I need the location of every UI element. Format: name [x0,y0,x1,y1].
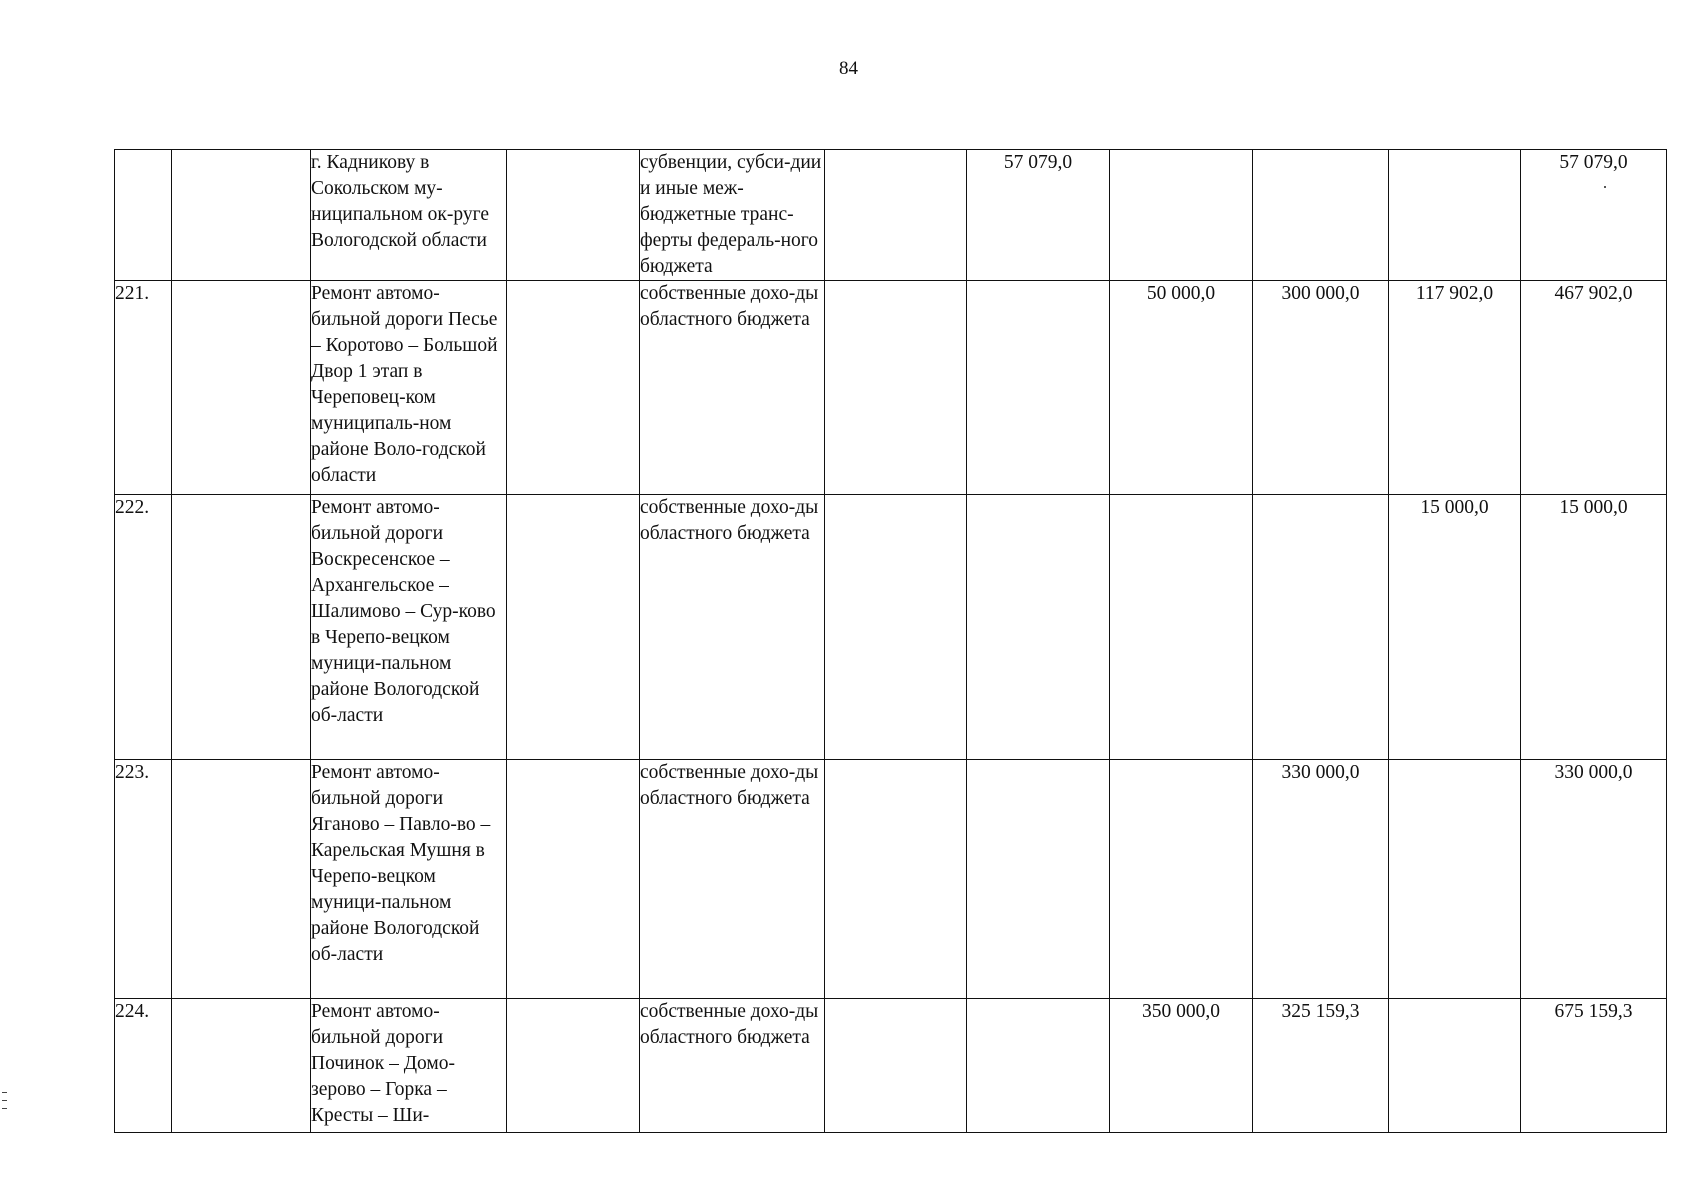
table-row [115,760,1667,999]
empty-cell [507,495,640,760]
object-name: Ремонт автомо-бильной дороги Песье – Коротово – Большой Двор 1 этап в Череповец-ком муниципаль-ном районе Воло-годской области [311,281,507,495]
value-year-2: 350 000,0 [1110,999,1253,1133]
value-year-3: 300 000,0 [1253,281,1389,495]
value-year-3 [1253,150,1389,281]
object-name: Ремонт автомо-бильной дороги Воскресенское – Архангельское – Шалимово – Сур-ково в Черепо-вецком муници-пальном районе Вологодской об-ласти [311,495,507,760]
value-year-1 [967,760,1110,999]
margin-mark [2,1100,7,1101]
object-name: Ремонт автомо-бильной дороги Починок – Домо-зерово – Горка – Кресты – Ши- [311,999,507,1133]
table-row [115,150,1667,281]
scan-speck [1604,186,1606,188]
empty-cell [507,760,640,999]
value-year-4 [1389,760,1521,999]
value-total: 330 000,0 [1521,760,1667,999]
value-total: 675 159,3 [1521,999,1667,1133]
budget-table [114,149,1667,1133]
empty-cell [507,999,640,1133]
value-year-1 [967,281,1110,495]
empty-cell [172,760,311,999]
value-year-2 [1110,760,1253,999]
value-year-4 [1389,150,1521,281]
object-name: Ремонт автомо-бильной дороги Яганово – Павло-во – Карельская Мушня в Черепо-вецком муници-пальном районе Вологодской об-ласти [311,760,507,999]
value-year-2 [1110,150,1253,281]
table-row [115,495,1667,760]
value-total: 467 902,0 [1521,281,1667,495]
empty-cell [825,495,967,760]
row-number: 223. [115,760,172,999]
empty-cell [825,281,967,495]
value-year-2 [1110,495,1253,760]
row-number: 224. [115,999,172,1133]
margin-mark [2,1092,7,1093]
object-name: г. Кадникову в Сокольском му-ниципальном ок-руге Вологодской области [311,150,507,281]
value-year-4: 15 000,0 [1389,495,1521,760]
value-year-1 [967,495,1110,760]
funding-source: собственные дохо-ды областного бюджета [640,495,825,760]
empty-cell [172,150,311,281]
empty-cell [507,281,640,495]
table-row [115,999,1667,1133]
table-row [115,281,1667,495]
empty-cell [172,281,311,495]
page-number: 84 [839,58,858,79]
empty-cell [825,760,967,999]
empty-cell [507,150,640,281]
empty-cell [172,999,311,1133]
funding-source: собственные дохо-ды областного бюджета [640,760,825,999]
value-year-1 [967,999,1110,1133]
value-year-3: 325 159,3 [1253,999,1389,1133]
funding-source: субвенции, субси-дии и иные меж-бюджетные транс-ферты федераль-ного бюджета [640,150,825,281]
empty-cell [172,495,311,760]
row-number: 221. [115,281,172,495]
row-number: 222. [115,495,172,760]
row-number [115,150,172,281]
value-year-1: 57 079,0 [967,150,1110,281]
value-year-2: 50 000,0 [1110,281,1253,495]
funding-source: собственные дохо-ды областного бюджета [640,999,825,1133]
funding-source: собственные дохо-ды областного бюджета [640,281,825,495]
value-total: 15 000,0 [1521,495,1667,760]
value-total: 57 079,0 [1521,150,1667,281]
margin-mark [2,1108,7,1109]
empty-cell [825,999,967,1133]
value-year-4: 117 902,0 [1389,281,1521,495]
empty-cell [825,150,967,281]
value-year-3: 330 000,0 [1253,760,1389,999]
value-year-4 [1389,999,1521,1133]
value-year-3 [1253,495,1389,760]
